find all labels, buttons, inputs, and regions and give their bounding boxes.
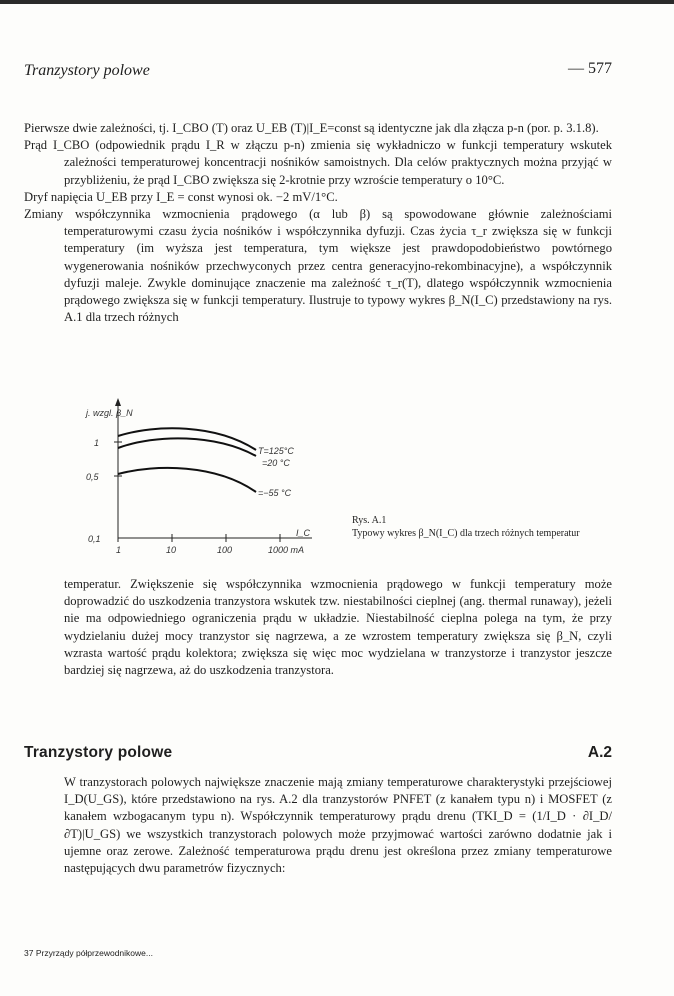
section-title: Tranzystory polowe — [24, 744, 173, 761]
y-tick-label-1: 1 — [94, 438, 100, 448]
figure-caption-text: Typowy wykres β_N(I_C) dla trzech różnych temperatur — [352, 527, 580, 539]
x-axis-label: I_C — [296, 528, 311, 538]
paragraph-4: Zmiany współczynnika wzmocnienia prądowego (α lub β) są spowodowane głównie zależnościami temperaturowymi czasu życia nośników i współczynnika dyfuzji. Czas życia τ_r zwiększa się w funkcji temperatury (im wyższa jest temperatura, tym większe jest prawdopodobieństwo powtórnego wygenerowania nośników przechwyconych przez centra generacyjno-rekombinacyjne), a współczynnik dyfuzji maleje. Zwykle dominujące znaczenie ma zależność τ_r(T), dlatego współczynnik wzmocnienia prądowego zwiększa się w funkcji temperatury. Ilustruje to typowy wykres β_N(I_C) przedstawiony na rys. A.1 dla trzech różnych — [24, 207, 612, 325]
paragraph-1: Pierwsze dwie zależności, tj. I_CBO (T) oraz U_EB (T)|I_E=const są identyczne jak dla złącza p-n (por. p. 3.1.8). — [24, 121, 599, 135]
page-footer: 37 Przyrządy półprzewodnikowe... — [24, 948, 153, 958]
paragraph-2: Prąd I_CBO (odpowiednik prądu I_R w złączu p-n) zmienia się wykładniczo w funkcji temperatury wskutek zależności temperaturowej koncentracji nośników samoistnych. Dla celów praktycznych można przyjąć w przybliżeniu, że prąd I_CBO zwiększa się 2-krotnie przy wzroście temperatury o 10°C. — [24, 138, 612, 187]
curve-20c — [118, 438, 256, 456]
y-axis-label: j. wzgl. β_N — [86, 408, 133, 418]
section-number: A.2 — [587, 744, 612, 761]
top-border — [0, 0, 674, 4]
x-tick-label-1000: 1000 mA — [268, 545, 305, 555]
x-tick-label-100: 100 — [217, 545, 233, 555]
y-axis-arrow — [115, 398, 121, 406]
x-tick-label-1: 1 — [116, 545, 122, 555]
curve-label-20c: =20 °C — [262, 458, 290, 468]
curve-label-minus55c: =−55 °C — [258, 488, 292, 498]
figure-a1-chart — [76, 390, 346, 560]
y-tick-label-01: 0,1 — [88, 534, 101, 544]
page-number: — 577 — [568, 60, 612, 77]
running-title: Tranzystory polowe — [24, 62, 150, 79]
paragraph-5: temperatur. Zwiększenie się współczynnika wzmocnienia prądowego w funkcji temperatury może doprowadzić do uszkodzenia tranzystora wskutek tzw. niestabilności cieplnej (ang. thermal runaway), jeżeli nie ma odpowiedniego ograniczenia prądu w układzie. Niestabilność cieplna polega na tym, że przy wydzielaniu dużej mocy tranzystor się nagrzewa, a ze wzrostem temperatury zwiększa się β_N, czyli wzrasta wartość prądu kolektora; zwiększa się więc moc wydzielana w tranzystorze i tranzystor jeszcze bardziej się nagrzewa, aż do uszkodzenia tranzystora. — [64, 577, 612, 678]
figure-caption — [352, 515, 642, 540]
text-block-middle — [64, 576, 612, 679]
figure-caption-title: Rys. A.1 — [352, 515, 387, 526]
paragraph-6: W tranzystorach polowych największe znaczenie mają zmiany temperaturowe charakterystyki przejściowej I_D(U_GS), które przedstawiono na rys. A.2 dla tranzystorów PNFET (z kanałem typu n) i MOSFET (z kanałem wzbogacanym typu n). Współczynnik temperaturowy prądu drenu (TKI_D = (1/I_D · ∂I_D/∂T)|U_GS) we wszystkich tranzystorach polowych może przyjmować wartości zarówno dodatnie jak i ujemne oraz zerowe. Zależność temperaturowa prądu drenu jest określona przez zmiany temperaturowe następujących dwu parametrów fizycznych: — [64, 775, 612, 876]
text-block-top — [24, 120, 612, 326]
y-tick-label-05: 0,5 — [86, 472, 99, 482]
text-block-bottom — [64, 774, 612, 877]
x-tick-label-10: 10 — [166, 545, 177, 555]
curve-label-125c: T=125°C — [258, 446, 294, 456]
curve-minus55c — [118, 468, 256, 492]
paragraph-3: Dryf napięcia U_EB przy I_E = const wynosi ok. −2 mV/1°C. — [24, 189, 338, 204]
